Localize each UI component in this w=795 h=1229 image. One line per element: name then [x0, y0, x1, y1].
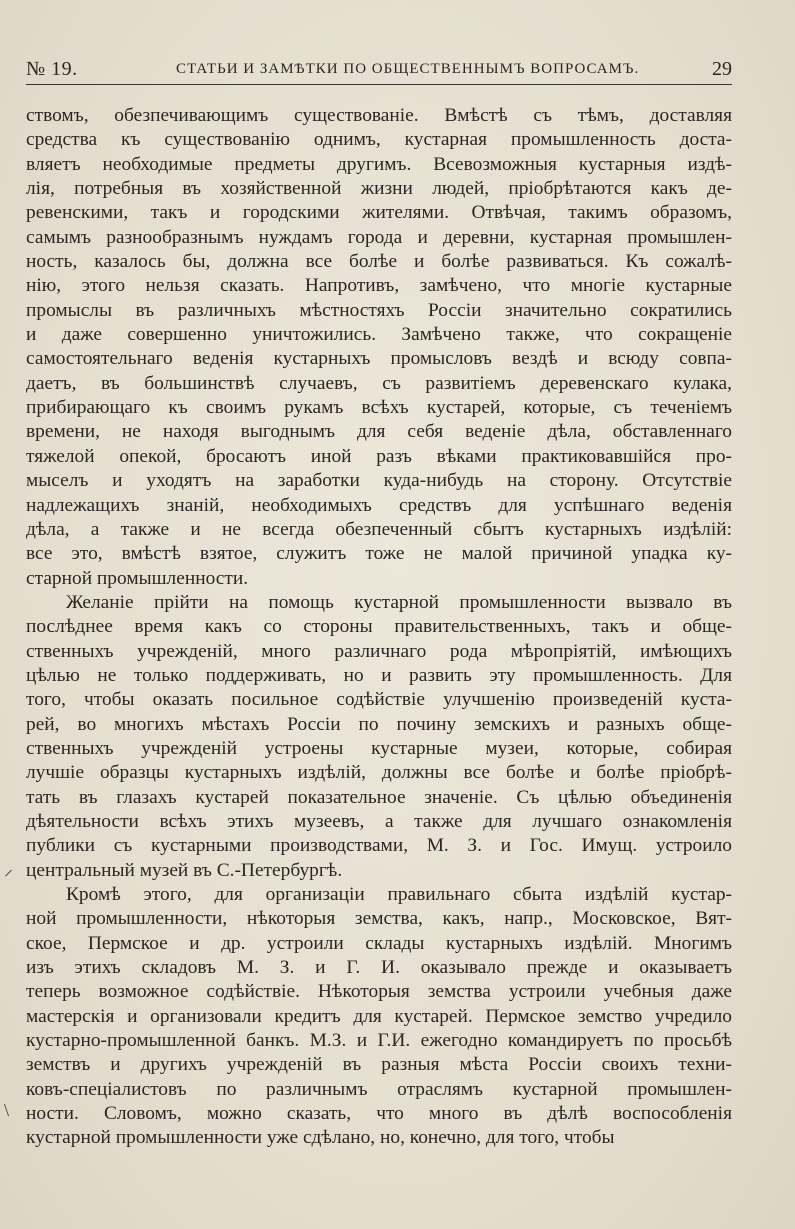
text-line: мастерскія и организовали кредитъ для кустарей. Пермское земство учредило — [26, 1005, 732, 1027]
section-title: СТАТЬИ И ЗАМѢТКИ ПО ОБЩЕСТВЕННЫМЪ ВОПРОСАМЪ. — [176, 61, 640, 77]
text-line: ственныхъ учрежденій устроены кустарные музеи, которые, собирая — [26, 737, 732, 759]
paragraph — [26, 104, 732, 591]
text-line: публики съ кустарными производствами, М. З. и Гос. Имущ. устроило — [26, 835, 732, 857]
text-line: лучшіе образцы кустарныхъ издѣлій, должны все болѣе и болѣе пріобрѣ- — [26, 762, 732, 784]
text-line: дѣятельности всѣхъ этихъ музеевъ, а также для лучшаго ознакомленія — [26, 810, 732, 832]
text-line: ковъ-спеціалистовъ по различнымъ отраслямъ кустарной промышлен- — [26, 1078, 732, 1100]
running-header — [26, 58, 732, 82]
text-line: кустарной промышленности уже сдѣлано, но, конечно, для того, чтобы — [26, 1127, 615, 1149]
text-line: нію, этого нельзя сказать. Напротивъ, замѣчено, что многіе кустарные — [26, 275, 732, 297]
paragraph — [26, 883, 732, 1151]
text-line: кустарно-промышленной банкъ. М.З. и Г.И. ежегодно командируетъ по просьбѣ — [26, 1030, 732, 1052]
text-line: тяжелой опекой, бросаютъ иной разъ вѣками практиковавшійся про- — [26, 445, 732, 467]
text-line: промыслы въ различныхъ мѣстностяхъ Россіи значительно сократились — [26, 299, 732, 321]
text-line: ности. Словомъ, можно сказать, что много въ дѣлѣ воспособленія — [26, 1103, 732, 1125]
margin-mark: \ — [4, 1100, 10, 1121]
page-number: 29 — [712, 58, 732, 80]
text-line: вляетъ необходимые предметы другимъ. Всевозможныя кустарныя издѣ- — [26, 153, 732, 175]
text-line: даетъ, въ большинствѣ случаевъ, съ развитіемъ деревенскаго кулака, — [26, 372, 732, 394]
text-line: ность, казалось бы, должна все болѣе и болѣе развиваться. Къ сожалѣ- — [26, 251, 732, 273]
margin-mark: ⸝ — [4, 858, 13, 879]
text-line: тать въ глазахъ кустарей показательное значеніе. Съ цѣлью объединенія — [26, 786, 732, 808]
text-line: ствомъ, обезпечивающимъ существованіе. Вмѣстѣ съ тѣмъ, доставляя — [26, 105, 732, 126]
paragraph — [26, 591, 732, 883]
text-line: Желаніе прійти на помощь кустарной промышленности вызвало въ — [66, 591, 732, 613]
text-line: дѣла, а также и не всегда обезпеченный сбытъ кустарныхъ издѣлій: — [26, 518, 732, 540]
text-line: надлежащихъ знаній, необходимыхъ средствъ для успѣшнаго веденія — [26, 494, 732, 516]
text-line: старной промышленности. — [26, 567, 249, 589]
text-line: ственныхъ учрежденій, много различнаго рода мѣропріятій, имѣющихъ — [26, 640, 732, 662]
text-line: рей, во многихъ мѣстахъ Россіи по почину земскихъ и разныхъ обще- — [26, 713, 732, 735]
text-line: ское, Пермское и др. устроили склады кустарныхъ издѣлій. Многимъ — [26, 932, 732, 954]
body-text — [26, 104, 732, 1151]
text-line: и даже совершенно уничтожились. Замѣчено также, что сокращеніе — [26, 324, 732, 346]
text-line: самостоятельнаго веденія кустарныхъ промысловъ вездѣ и всюду совпа- — [26, 348, 732, 370]
text-line: земствъ и другихъ учрежденій въ разныя мѣста Россіи своихъ техни- — [26, 1054, 732, 1076]
text-line: средства къ существованію однимъ, кустарная промышленность доста- — [26, 129, 732, 151]
text-line: ревенскими, такъ и городскими жителями. Отвѣчая, такимъ образомъ, — [26, 202, 732, 224]
text-line: того, чтобы оказать посильное содѣйствіе улучшенію произведеній куста- — [26, 689, 732, 711]
text-line: все это, вмѣстѣ взятое, служитъ тоже не малой причиной упадка ку- — [26, 543, 732, 565]
text-line: ной промышленности, нѣкоторыя земства, какъ, напр., Московское, Вят- — [26, 908, 732, 930]
text-line: послѣднее время какъ со стороны правительственныхъ, такъ и обще- — [26, 616, 732, 638]
text-line: Кромѣ этого, для организаціи правильнаго сбыта издѣлій кустар- — [66, 884, 732, 905]
text-line: теперь возможное содѣйствіе. Нѣкоторыя земства устроили учебныя даже — [26, 981, 732, 1003]
text-line: центральный музей въ С.-Петербургѣ. — [26, 859, 343, 881]
text-line: изъ этихъ складовъ М. З. и Г. И. оказывало прежде и оказываетъ — [26, 957, 732, 979]
header-rule — [26, 84, 732, 85]
text-line: мыселъ и уходятъ на заработки куда-нибудь на сторону. Отсутствіе — [26, 470, 732, 492]
issue-number: № 19. — [26, 58, 78, 80]
text-line: самымъ разнообразнымъ нуждамъ города и деревни, кустарная промышлен- — [26, 226, 732, 248]
text-line: времени, не находя выгоднымъ для себя веденіе дѣла, обставленнаго — [26, 421, 732, 443]
text-line: лія, потребныя въ хозяйственной жизни людей, пріобрѣтаются какъ де- — [26, 178, 732, 200]
text-line: цѣлью не только поддерживать, но и развить эту промышленность. Для — [26, 664, 732, 686]
text-line: прибирающаго къ своимъ рукамъ всѣхъ кустарей, которые, съ теченіемъ — [26, 397, 732, 419]
